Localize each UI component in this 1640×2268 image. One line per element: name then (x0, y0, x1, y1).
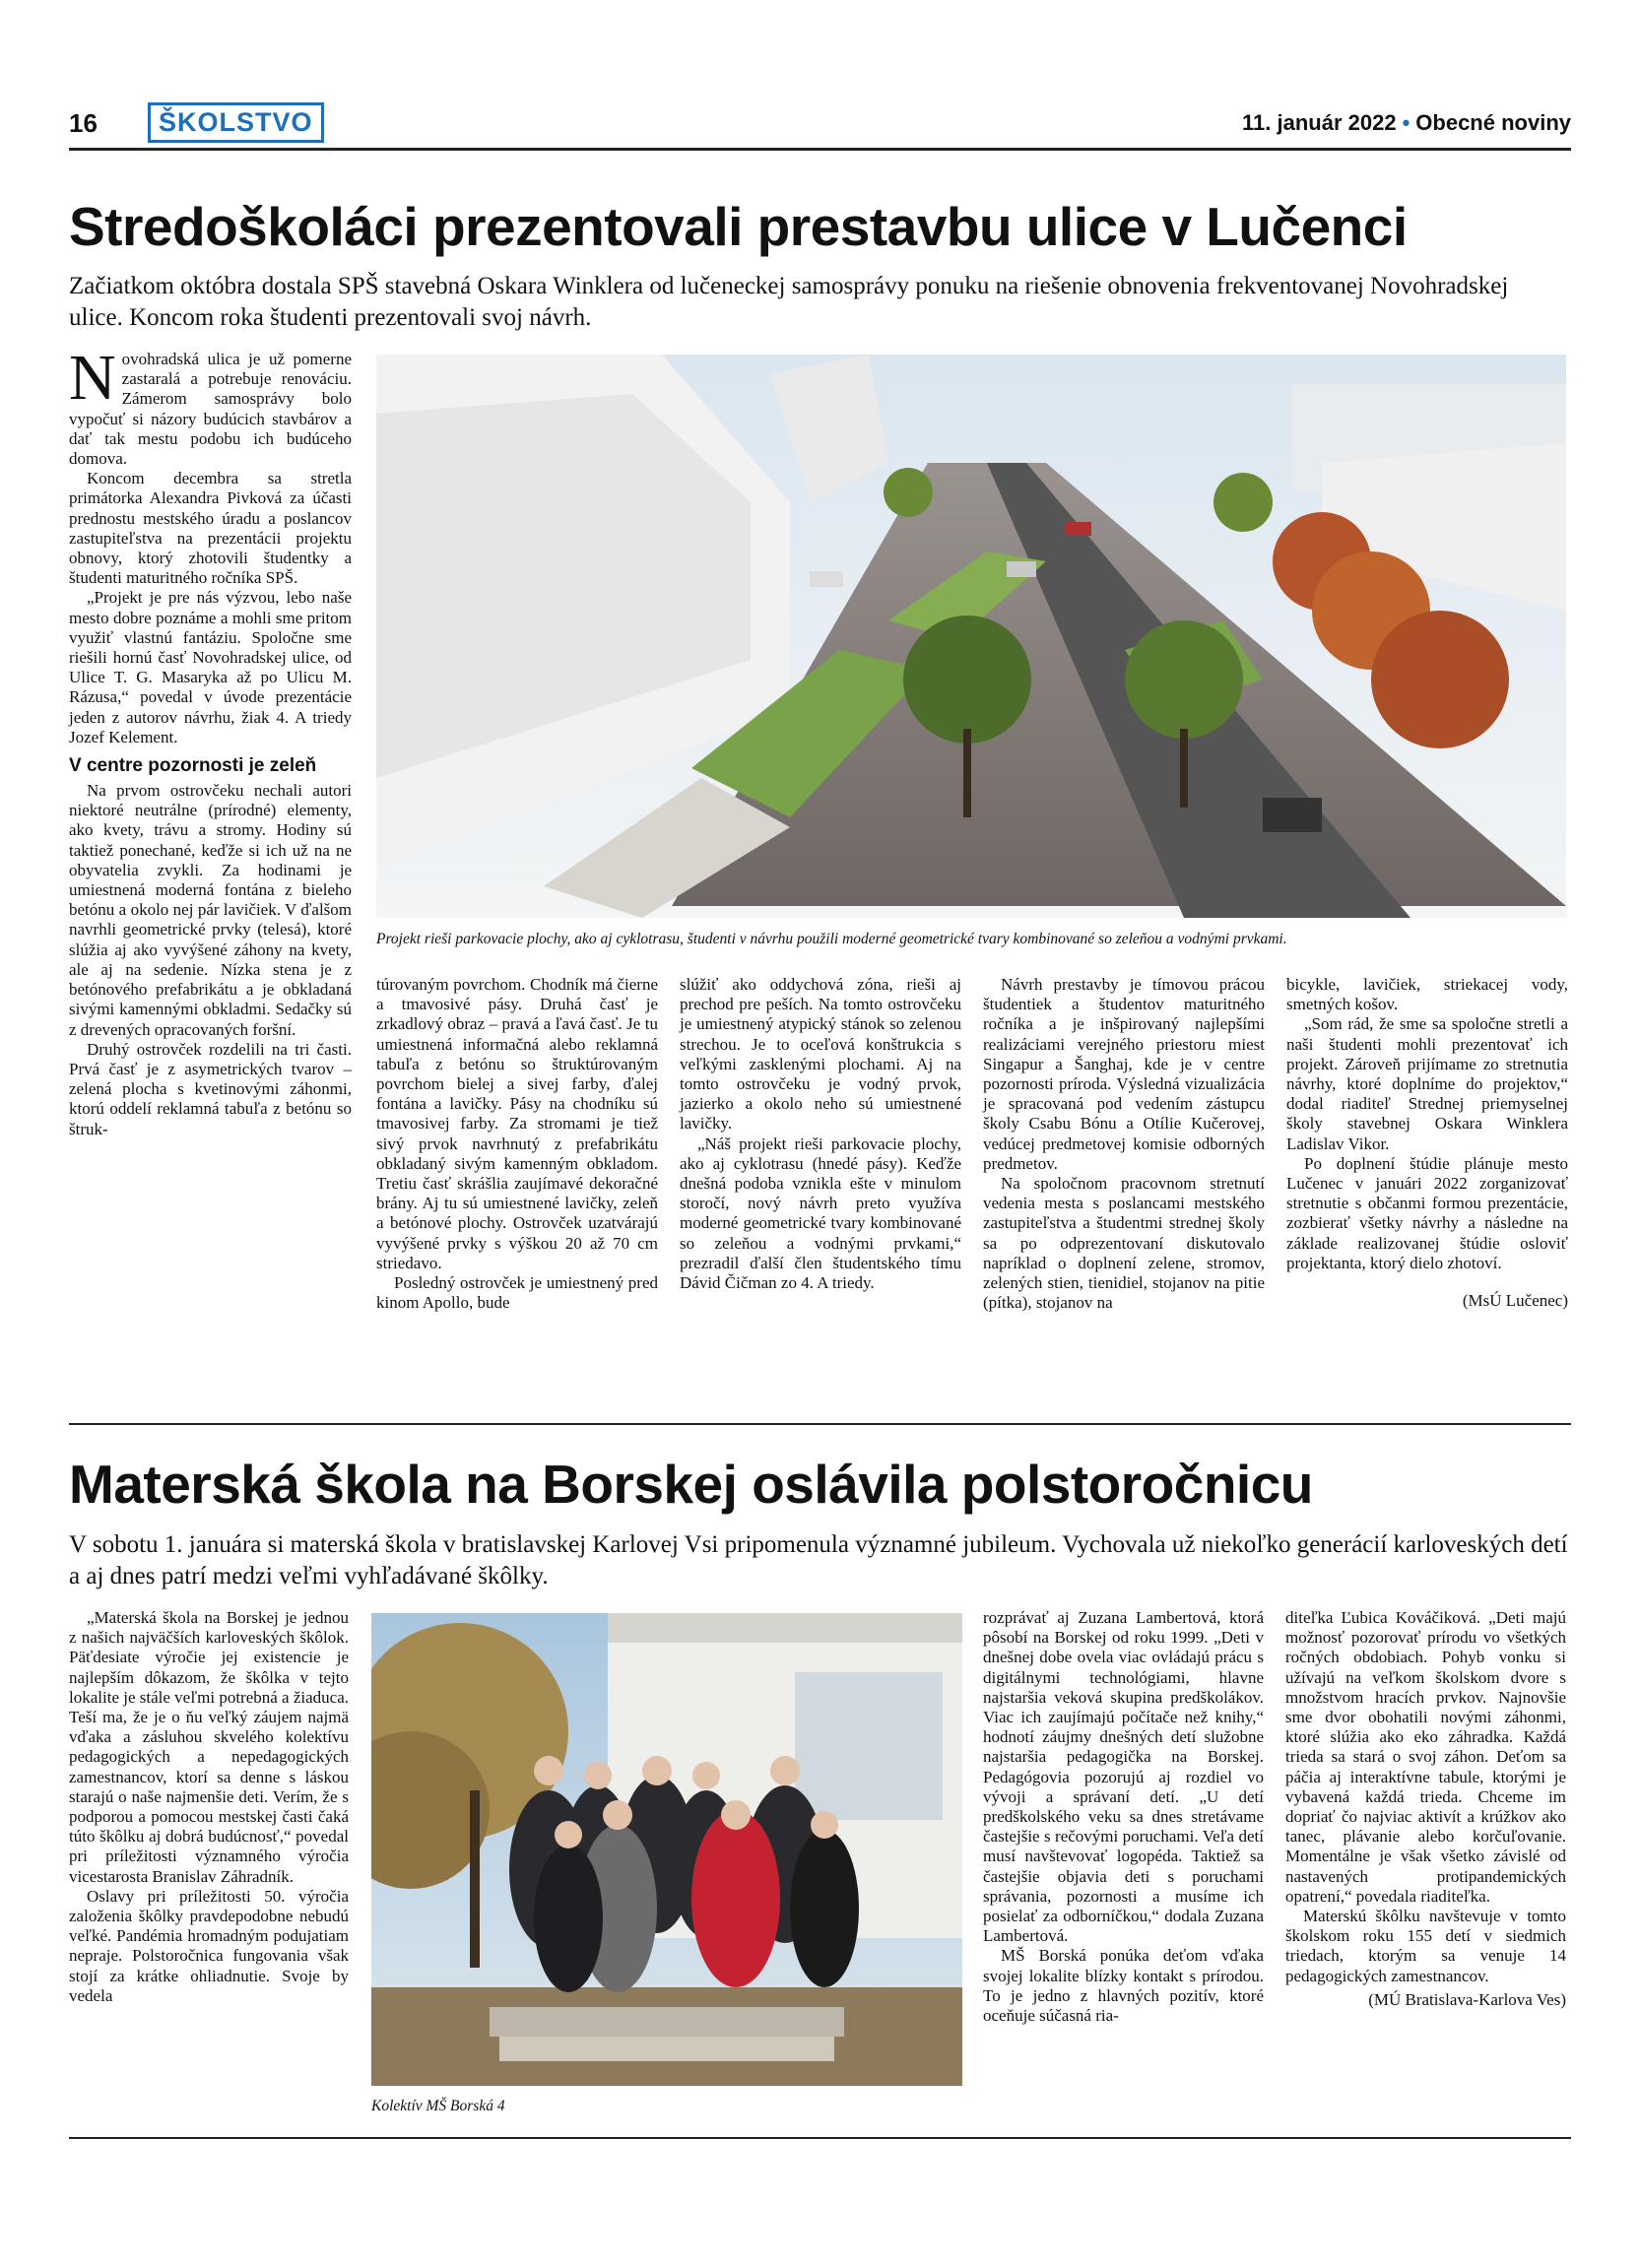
paragraph: túrovaným povrchom. Chodník má čierne a tmavosivé pásy. Druhá časť je zrkadlový obraz – pravá a ľavá časť. Je tu umiestnená informačná alebo reklamná tabuľa z betónu so štruktúrovaným povrchom bielej a sivej farby, ďalej fontána a lavičky. Pásy na chodníku sú tmavosivej farby. Za stromami je tiež sivý prvok navrhnutý z prefabrikátu obkladaný sivým kamenným obkladom. Tretiu časť skrášlia zaujímavé dekoračné brány. Aj tu sú umiestnené lavičky, zeleň a betónové plochy. Ostrovček uzatvárajú vyvýšené prvky s výškou 20 až 70 cm striedavo. (376, 975, 658, 1272)
article1-column-3 (680, 975, 961, 1293)
publication-name: Obecné noviny (1415, 110, 1571, 135)
paragraph: Druhý ostrovček rozdelili na tri časti. Prvá časť je z asymetrických tvarov – zelená plocha s kvetinovými záhonmi, ktorú oddelí reklamná tabuľa z betónu so štruk- (69, 1039, 352, 1138)
article1-column-5 (1286, 975, 1568, 1311)
bottom-rule (69, 2137, 1571, 2139)
paragraph: Koncom decembra sa stretla primátorka Alexandra Pivková za účasti prednostu mestského úradu a poslancov zastupiteľstva na prezentácii projektu obnovy, ktorý zhotovili študentky a študenti maturitného ročníka SPŠ. (69, 469, 352, 588)
paragraph: Posledný ostrovček je umiestnený pred kinom Apollo, bude (376, 1273, 658, 1313)
article1-column-4 (983, 975, 1265, 1313)
issue-date: 11. január 2022 (1242, 110, 1397, 135)
paragraph: Po doplnení štúdie plánuje mesto Lučenec v januári 2022 zorganizovať stretnutie s občanmi formou prezentácie, zozbierať všetky návrhy a následne na základe realizovanej štúdie osloviť projektanta, ktorý dielo zhotoví. (1286, 1153, 1568, 1272)
paragraph: Na prvom ostrovčeku nechali autori niektoré neutrálne (prírodné) elementy, ako kvety, trávu a stromy. Hodiny sú taktiež ponechané, keďže si ich už na ne obyvatelia zvykli. Za hodinami je umiestnená moderná fontána z bieleho betónu a okolo nej pár lavičiek. V ďalšom navrhli geometrické prvky (telesá), ktoré slúžia aj ako vyvýšené záhony na kvety, ale aj na sedenie. Nízka stena je z betónového prefabrikátu a je obkladaná sivými kamennými obkladmi. Sedačky sú z drevených opracovaných foršní. (69, 781, 352, 1039)
article2-column-1 (69, 1608, 349, 2006)
paragraph: MŠ Borská ponúka deťom vďaka svojej lokalite blízky kontakt s prírodou. To je jedno z hlavných pozitív, ktoré oceňuje súčasná ria- (983, 1946, 1264, 2026)
paragraph: ovohradská ulica je už pomerne zastaralá a potrebuje renováciu. Zámerom samosprávy bolo vypočuť si názory budúcich stavbárov a dať tak mestu podobu ich budúceho domova. (69, 350, 352, 469)
article2-lead: V sobotu 1. januára si materská škola v bratislavskej Karlovej Vsi pripomenula významné jubileum. Vychovala už niekoľko generácií karloveských detí a aj dnes patrí medzi veľmi vyhľadávané škôlky. (69, 1531, 1568, 1589)
article2-column-2 (983, 1608, 1264, 2026)
article1-column-2 (376, 975, 658, 1313)
paragraph: rozprávať aj Zuzana Lambertová, ktorá pôsobí na Borskej od roku 1999. „Deti v dnešnej dobe ovela viac ovládajú prácu s digitálnymi technológiami, hlavne najstaršia veková skupina predškolákov. Viac ich zaujímajú počítače než knihy,“ hodnotí záujmy dnešných detí služobne najstaršia pedagogička na Borskej. Pedagógovia pozorujú aj rozdiel vo vývoji a správaní detí. „U detí predškolského veku sa dnes stretávame častejšie s rečovými poruchami. Veľa detí musí navštevovať logopéda. Taktiež sa častejšie objavia deti s poruchami správania, pozornosti a musíme ich posielať za odborníčkou,“ dodala Zuzana Lambertová. (983, 1608, 1264, 1946)
article1-column-1 (69, 342, 352, 1139)
section-label: ŠKOLSTVO (148, 102, 324, 143)
article1-credit: (MsÚ Lučenec) (1462, 1291, 1568, 1311)
article1-lead: Začiatkom októbra dostala SPŠ stavebná Oskara Winklera od lučeneckej samosprávy ponuku na riešenie obnovenia frekventovanej Novohradskej ulice. Koncom roka študenti prezentovali svoj návrh. (69, 273, 1509, 331)
paragraph: diteľka Ľubica Kováčiková. „Deti majú možnosť pozorovať prírodu vo všetkých ročných obdobiach. Pohyb vonku si užívajú na veľkom školskom dvore s množstvom hracích prvkov. Najnovšie sme dvor obohatili novými záhonmi, ktoré slúžia ako eko záhradka. Každá trieda sa stará o svoj záhon. Deťom sa páčia aj interaktívne tabule, ktorými je vybavená každá trieda. Chceme im dopriať čo najviac aktivít a krúžkov ako tanec, plávanie alebo korčuľovanie. Momentálne je však všetko závislé od nastavených protipandemických opatrení,“ povedala riaditeľka. (1285, 1608, 1566, 1906)
paragraph: Návrh prestavby je tímovou prácou študentiek a študentov maturitného ročníka a je inšpirovaný najlepšími realizáciami verejného priestoru miest Singapur a Šanghaj, kde je v centre pozornosti príroda. Výsledná vizualizácia je spracovaná pod vedením zástupcu školy Csabu Bónu a Otílie Kučerovej, vedúcej predmetovej komisie odborných predmetov. (983, 975, 1265, 1173)
page-number: 16 (69, 108, 98, 138)
paragraph: „Materská škola na Borskej je jednou z našich najväčších karloveských škôlok. Päťdesiate výročie jej existencie je najlepším dôkazom, že škôlka v tejto lokalite je stále veľmi potrebná a žiaduca. Teší ma, že je o ňu veľký záujem najmä vďaka a zásluhou skvelého kolektívu pedagogických a nepedagogických zamestnancov, ktorí sa denne s láskou starajú o naše najmenšie deti. Verím, že s podporou a pomocou mestskej časti čaká túto škôlku aj dobrá budúcnosť,“ povedal pri príležitosti významného výročia vicestarosta Branislav Záhradník. (69, 1608, 349, 1886)
issue-info (1242, 110, 1571, 136)
street-visualization-image (376, 355, 1566, 918)
paragraph: „Projekt je pre nás výzvou, lebo naše mesto dobre poznáme a mohli sme pritom využiť vlastnú fantáziu. Spoločne sme riešili hornú časť Novohradskej ulice, od Ulice T. G. Masaryka až po Ulicu M. Rázusa,“ povedal v úvode prezentácie jeden z autorov návrhu, žiak 4. A triedy Jozef Kelement. (69, 588, 352, 746)
paragraph: slúžiť ako oddychová zóna, rieši aj prechod pre peších. Na tomto ostrovčeku je umiestnený atypický stánok so zelenou strechou. Je to oceľová konštrukcia s veľkými zasklenými plochami. Aj na tomto ostrovčeku je vodný prvok, jazierko a okolo neho sú umiestnené lavičky. (680, 975, 961, 1134)
header-rule (69, 148, 1571, 151)
dropcap: N (69, 342, 116, 414)
article2-credit: (MÚ Bratislava-Karlova Ves) (1368, 1989, 1566, 2009)
article2-column-3 (1285, 1608, 1566, 2010)
paragraph: Materskú škôlku navštevuje v tomto školskom roku 155 detí v siedmich triedach, ktorým sa venuje 14 pedagogických zamestnancov. (1285, 1907, 1566, 1985)
article-divider (69, 1423, 1571, 1425)
article2-photo-caption: Kolektív MŠ Borská 4 (371, 2098, 505, 2114)
article1-photo-caption: Projekt rieši parkovacie plochy, ako aj cyklotrasu, študenti v návrhu použili moderné geometrické tvary kombinované so zeleňou a vodnými prvkami. (376, 931, 1287, 947)
paragraph: „Náš projekt rieši parkovacie plochy, ako aj cyklotrasu (hnedé pásy). Keďže dnešná podoba vznikla ešte v minulom storočí, nový návrh preto využíva moderné geometrické tvary kombinované so zeleňou a vodnými prvkami,“ prezradil ďalší člen študentského tímu Dávid Čičman zo 4. A triedy. (680, 1134, 961, 1293)
paragraph: Na spoločnom pracovnom stretnutí vedenia mesta s poslancami mestského zastupiteľstva a študentmi strednej školy sa po odprezentovaní diskutovalo napríklad o doplnení zelene, stromov, zelených stien, tienidiel, stojanov na pitie (pítka), stojanov na (983, 1174, 1265, 1313)
separator-dot: • (1402, 110, 1410, 135)
paragraph: Oslavy pri príležitosti 50. výročia založenia škôlky pravdepodobne nebudú veľké. Pandémia hromadným podujatiam nepraje. Polstoročnica fungovania však stojí za krátke ohliadnutie. Svoje by vedela (69, 1886, 349, 2005)
article1-title: Stredoškoláci prezentovali prestavbu ulice v Lučenci (69, 196, 1408, 257)
article2-title: Materská škola na Borskej oslávila polstoročnicu (69, 1454, 1313, 1515)
paragraph: bicykle, lavičiek, striekacej vody, smetných košov. (1286, 975, 1568, 1014)
paragraph: „Som rád, že sme sa spoločne stretli a naši študenti mohli prezentovať ich projekt. Zároveň prijímame zo stretnutia návrhy, ktoré doplníme do projektov,“ dodal riaditeľ Strednej priemyselnej školy stavebnej Oskara Winklera Ladislav Vikor. (1286, 1014, 1568, 1153)
subheading: V centre pozornosti je zeleň (69, 755, 317, 777)
group-photo (371, 1613, 962, 2086)
